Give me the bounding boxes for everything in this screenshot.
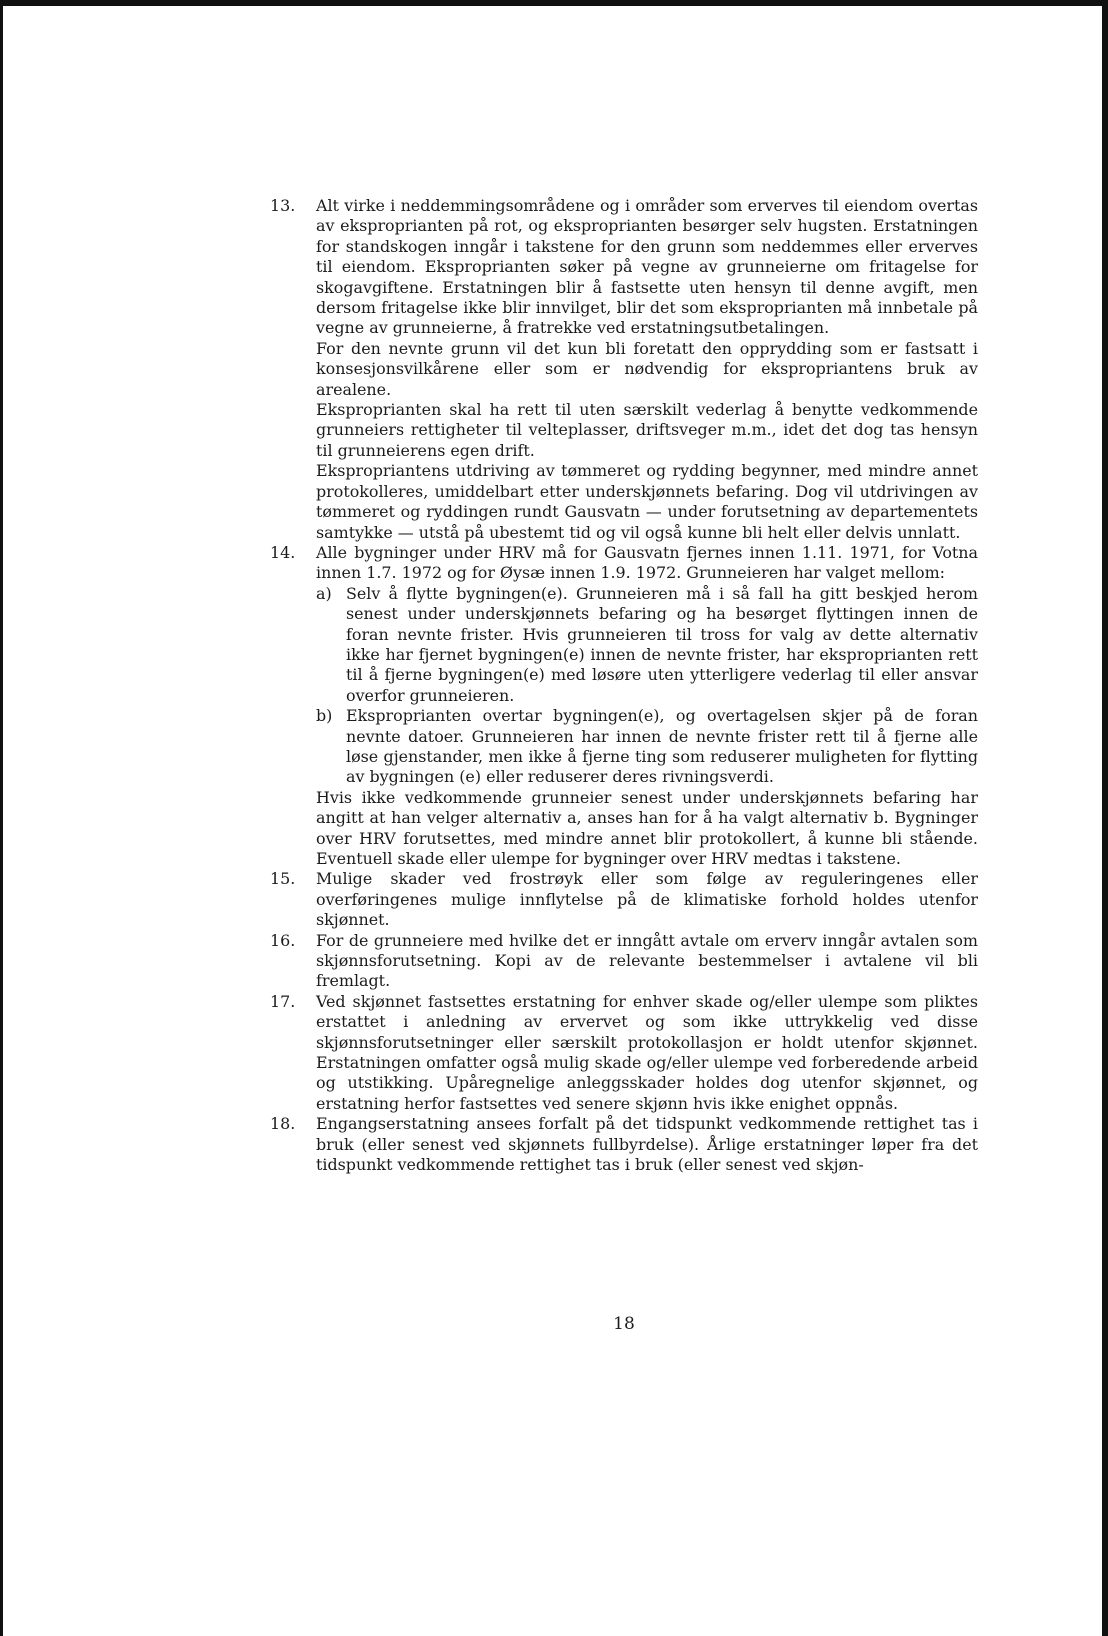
numbered-item-18 — [270, 1114, 978, 1175]
item-number: 17. — [270, 991, 296, 1011]
sub-item-b — [316, 706, 978, 788]
item-paragraph: Ved skjønnet fastsettes erstatning for enhver skade og/eller ulempe som pliktes erstattet i anledning av ervervet og som ikke uttrykkelig ved disse skjønnsforutsetninger eller særskilt protokollasjon er holdt utenfor skjønnet. Erstatningen omfatter også mulig skade og/eller ulempe ved forberedende arbeid og utstikking. Upåregnelige anleggsskader holdes dog utenfor skjønnet, og erstatning herfor fastsettes ved senere skjønn hvis ikke enighet oppnås. — [316, 991, 978, 1113]
item-paragraph: Alle bygninger under HRV må for Gausvatn fjernes innen 1.11. 1971, for Votna innen 1.7. 1972 og for Øysæ innen 1.9. 1972. Grunneieren har valget mellom: — [316, 542, 978, 583]
item-number: 14. — [270, 542, 296, 562]
sub-item-label: b) — [316, 706, 333, 726]
sub-item-a — [316, 584, 978, 706]
document-body — [270, 196, 978, 1176]
scan-border-left — [0, 0, 3, 1636]
item-paragraph: Hvis ikke vedkommende grunneier senest under underskjønnets befaring har angitt at han velger alternativ a, anses han for å ha valgt alternativ b. Bygninger over HRV forutsettes, med mindre annet blir protokollert, å kunne bli stående. Eventuell skade eller ulempe for bygninger over HRV medtas i takstene. — [316, 787, 978, 868]
item-paragraph: Eksproprianten skal ha rett til uten særskilt vederlag å benytte vedkommende grunneiers rettigheter til velteplasser, driftsveger m.m., idet det dog tas hensyn til grunneierens egen drift. — [316, 400, 978, 460]
item-paragraph: Engangserstatning ansees forfalt på det tidspunkt vedkommende rettighet tas i bruk (eller senest ved skjønnets fullbyrdelse). Årlige erstatninger løper fra det tidspunkt vedkommende rettighet tas i bruk (eller senest ved skjøn- — [316, 1114, 978, 1175]
numbered-item-14 — [270, 543, 978, 870]
item-paragraph: For de grunneiere med hvilke det er inngått avtale om erverv inngår avtalen som skjønnsforutsetning. Kopi av de relevante bestemmelser i avtalene vil bli fremlagt. — [316, 930, 978, 991]
sub-item-text: Selv å flytte bygningen(e). Grunneieren må i så fall ha gitt beskjed herom senest under underskjønnets befaring og ha besørget flyttingen innen de foran nevnte frister. Hvis grunneieren til tross for valg av dette alternativ ikke har fjernet bygningen(e) innen de nevnte frister, har eksproprianten rett til å fjerne bygningen(e) med løsøre uten ytterligere vederlag til eller ansvar overfor grunneieren. — [346, 583, 978, 705]
item-number: 13. — [270, 196, 296, 215]
item-paragraph: Alt virke i neddemmingsområdene og i områder som erverves til eiendom overtas av eksproprianten på rot, og eksproprianten besørger selv hugsten. Erstatningen for standskogen inngår i takstene for den grunn som neddemmes eller erverves til eiendom. Eksproprianten søker på vegne av grunneierne om fritagelse for skogavgiftene. Erstatningen blir å fastsette uten hensyn til denne avgift, men dersom fritagelse ikke blir innvilget, blir det som eksproprianten må innbetale på vegne av grunneierne, å fratrekke ved erstatningsutbetalingen. — [316, 196, 978, 338]
numbered-item-15 — [270, 869, 978, 930]
item-paragraph: Mulige skader ved frostrøyk eller som følge av reguleringenes eller overføringenes mulige innflytelse på de klimatiske forhold holdes utenfor skjønnet. — [316, 869, 978, 930]
scan-border-top — [0, 0, 1108, 6]
page-number: 18 — [613, 1314, 635, 1334]
item-number: 18. — [270, 1114, 296, 1134]
numbered-item-16 — [270, 931, 978, 992]
item-paragraph: Ekspropriantens utdriving av tømmeret og rydding begynner, med mindre annet protokolleres, umiddelbart etter underskjønnets befaring. Dog vil utdrivingen av tømmeret og ryddingen rundt Gausvatn — under forutsetning av departementets samtykke — utstå på ubestemt tid og vil også kunne bli helt eller delvis unnlatt. — [316, 461, 978, 542]
scan-border-right — [1102, 0, 1108, 1636]
item-number: 15. — [270, 869, 296, 889]
numbered-item-17 — [270, 992, 978, 1114]
sub-item-label: a) — [316, 583, 332, 603]
sub-item-text: Eksproprianten overtar bygningen(e), og overtagelsen skjer på de foran nevnte datoer. Grunneieren har innen de nevnte frister rett til å fjerne alle løse gjenstander, men ikke å fjerne ting som reduserer muligheten for flytting av bygningen (e) eller reduserer deres rivningsverdi. — [346, 706, 978, 787]
numbered-item-13 — [270, 196, 978, 543]
item-paragraph: For den nevnte grunn vil det kun bli foretatt den opprydding som er fastsatt i konsesjonsvilkårene eller som er nødvendig for ekspropriantens bruk av arealene. — [316, 338, 978, 399]
item-number: 16. — [270, 930, 296, 950]
